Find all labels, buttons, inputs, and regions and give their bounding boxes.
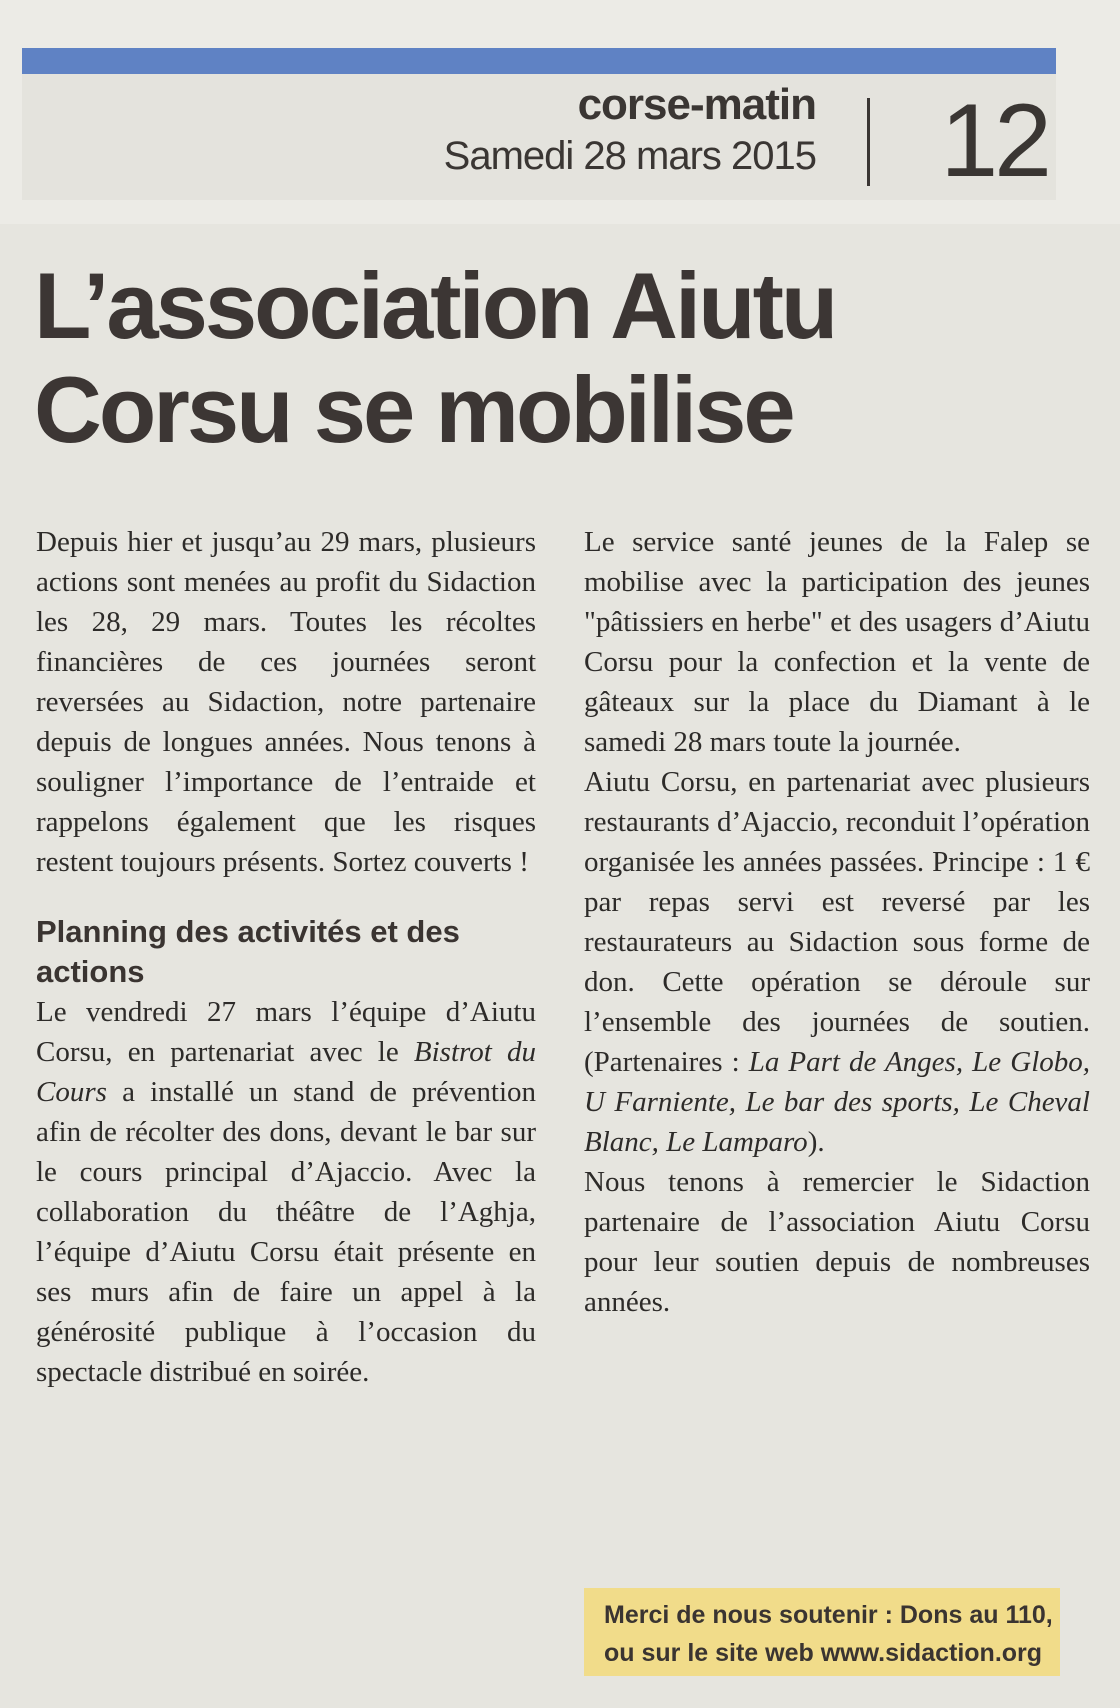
masthead: [22, 48, 1056, 200]
masthead-color-bar: [22, 48, 1056, 74]
publication-date: Samedi 28 mars 2015: [443, 134, 816, 178]
newspaper-name: corse-matin: [577, 80, 816, 129]
partner-restaurants: La Part de Anges, Le Globo, U Farniente, Le bar des sports, Le Cheval Blanc, Le Lamparo: [584, 1046, 1090, 1158]
paragraph-text: Le vendredi 27 mars l’équipe d’Aiutu Corsu, en partenariat avec le: [36, 996, 536, 1068]
article-subheading: Planning des activités et des actions: [36, 914, 460, 989]
paragraph-text: Aiutu Corsu, en partenariat avec plusieurs restaurants d’Ajaccio, reconduit l’opération organisée les années passées. Principe : 1 € par repas servi est reversé par les restaurateurs au Sidaction sous forme de don. Cette opération se déroule sur l’ensemble des journées de soutien. (Partenaires :: [584, 766, 1090, 1078]
paragraph-text: ).: [807, 1126, 825, 1158]
page-number: 12: [940, 83, 1048, 199]
article-headline: L’association Aiutu Corsu se mobilise: [34, 253, 836, 462]
article-paragraph-stand: [36, 992, 536, 1392]
article-column-right: [584, 522, 1090, 1322]
article-intro-paragraph: Depuis hier et jusqu’au 29 mars, plusieurs actions sont menées au profit du Sidaction les 28, 29 mars. Toutes les récoltes financières de ces journées seront reversées au Sidaction, notre partenaire depuis de longues années. Nous tenons à souligner l’importance de l’entraide et rappelons également que les risques restent toujours présents. Sortez couverts !: [36, 526, 536, 878]
donation-info-box: Merci de nous soutenir : Dons au 110, ou sur le site web www.sidaction.org: [584, 1588, 1060, 1676]
article-paragraph-thanks: Nous tenons à remercier le Sidaction partenaire de l’association Aiutu Corsu pour leur soutien depuis de nombreuses années.: [584, 1166, 1090, 1318]
article-paragraph-falep: Le service santé jeunes de la Falep se mobilise avec la participation des jeunes "pâtissiers en herbe" et des usagers d’Aiutu Corsu pour la confection et la vente de gâteaux sur la place du Diamant à le samedi 28 mars toute la journée.: [584, 526, 1090, 758]
article-clipping: [0, 224, 1120, 1708]
venue-name: Bistrot du Cours: [36, 1036, 536, 1108]
article-column-left: [36, 522, 536, 1392]
masthead-divider: [867, 98, 870, 186]
article-paragraph-restaurants: [584, 762, 1090, 1162]
paragraph-text: a installé un stand de prévention afin de récolter des dons, devant le bar sur le cours principal d’Ajaccio. Avec la collaboration du théâtre de l’Aghja, l’équipe d’Aiutu Corsu était présente en ses murs afin de faire un appel à la générosité publique à l’occasion du spectacle distribué en soirée.: [36, 1076, 536, 1388]
